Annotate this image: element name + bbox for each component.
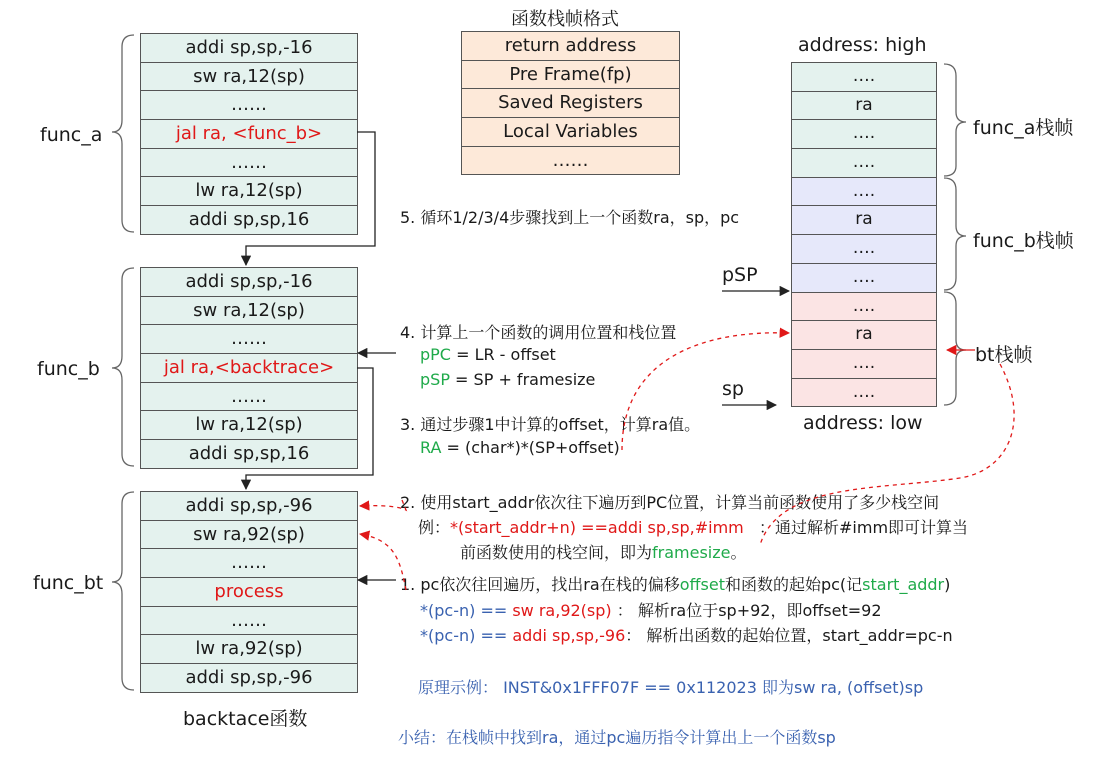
colStk-row: ra <box>792 92 936 121</box>
colA-row: addi sp,sp,16 <box>141 206 357 235</box>
start-addr-term: start_addr <box>862 575 945 594</box>
line2-b: ： 解析ra位于sp+92，即offset=92 <box>611 601 882 620</box>
colStk-row: …. <box>792 350 936 379</box>
ra-to-stack-dashed <box>622 333 789 450</box>
step2-to-addi-dashed <box>360 500 406 510</box>
colA-row: sw ra,12(sp) <box>141 63 357 92</box>
psp-expr: = SP + framesize <box>449 370 596 389</box>
example-end: 。 <box>730 543 747 562</box>
offset-term: offset <box>679 575 725 594</box>
colStk-row: …. <box>792 63 936 92</box>
frame-format-title: 函数栈帧格式 <box>511 9 619 30</box>
ra-var: RA <box>420 438 442 457</box>
func-b-to-func-bt-arrow <box>246 368 373 489</box>
psp-label: pSP <box>722 264 758 286</box>
func-a-frame-brace <box>944 64 966 176</box>
colBT-row: addi sp,sp,-96 <box>141 664 357 693</box>
colStk-row: …. <box>792 178 936 207</box>
line2-red: sw ra,92(sp) <box>512 601 612 620</box>
colStk-row: …. <box>792 293 936 322</box>
bt-frame-to-step2-dashed <box>760 364 1014 545</box>
colB-row: sw ra,12(sp) <box>141 297 357 326</box>
colFmt-row: Pre Frame(fp) <box>462 61 679 90</box>
func-b-brace <box>112 268 134 466</box>
colStk-row: …. <box>792 149 936 178</box>
colFmt-row: Local Variables <box>462 118 679 147</box>
colA-row: jal ra, <func_b> <box>141 120 357 149</box>
step-1-a: 1. pc依次往回遍历，找出ra在栈的偏移 <box>400 575 680 594</box>
colB-row: …… <box>141 383 357 412</box>
colA-row: …… <box>141 149 357 178</box>
bt-frame-label: bt栈帧 <box>975 344 1033 366</box>
example-prefix: 例： <box>418 518 451 537</box>
colA-row: lw ra,12(sp) <box>141 177 357 206</box>
func-bt-label: func_bt <box>33 572 104 594</box>
colBT-row: …… <box>141 549 357 578</box>
colStk-row: …. <box>792 379 936 408</box>
colB-row: addi sp,sp,16 <box>141 440 357 469</box>
example-expr: *(start_addr+n) ==addi sp,sp,#imm <box>450 518 744 537</box>
func-b-label: func_b <box>37 358 100 380</box>
psp-var: pSP <box>420 370 450 389</box>
line3-red: addi sp,sp,-96 <box>512 626 626 645</box>
step-1-b: 和函数的起始pc(记 <box>724 575 863 594</box>
step-4-title: 4. 计算上一个函数的调用位置和栈位置 <box>400 323 677 342</box>
principle-example: 原理示例： INST&0x1FFF07F == 0x112023 即为sw ra, (offset)sp <box>418 678 924 697</box>
framesize-term: framesize <box>652 543 731 562</box>
step-5-text: 5. 循环1/2/3/4步骤找到上一个函数ra，sp，pc <box>400 208 740 227</box>
colBT-row: process <box>141 578 357 607</box>
line2-a: *(pc-n) == <box>420 601 513 620</box>
colFmt-row: return address <box>462 32 679 61</box>
colB-row: addi sp,sp,-16 <box>141 268 357 297</box>
func-a-frame-label: func_a栈帧 <box>973 117 1074 139</box>
step1-to-sw-dashed <box>360 534 406 590</box>
example-line2: 前函数使用的栈空间，即为 <box>460 543 653 562</box>
colBT-row: addi sp,sp,-96 <box>141 492 357 521</box>
bt-frame-brace <box>944 292 966 405</box>
ppc-expr: = LR - offset <box>450 345 556 364</box>
colB-row: jal ra,<backtrace> <box>141 354 357 383</box>
colStk-row: ra <box>792 321 936 350</box>
ra-expr: = (char*)*(SP+offset) <box>441 438 620 457</box>
func-b-frame-label: func_b栈帧 <box>973 230 1074 252</box>
colStk-row: …. <box>792 264 936 293</box>
sp-label: sp <box>722 378 744 400</box>
colFmt-row: …… <box>462 147 679 176</box>
colA-row: addi sp,sp,-16 <box>141 34 357 63</box>
summary: 小结：在栈帧中找到ra，通过pc遍历指令计算出上一个函数sp <box>398 728 836 747</box>
colB-row: lw ra,12(sp) <box>141 411 357 440</box>
func-a-to-func-b-arrow <box>246 132 375 265</box>
step-3-title: 3. 通过步骤1中计算的offset，计算ra值。 <box>400 415 701 434</box>
step-2-title: 2. 使用start_addr依次往下遍历到PC位置，计算当前函数使用了多少栈空间 <box>400 493 940 512</box>
func-a-brace <box>112 35 134 232</box>
func-a-label: func_a <box>40 124 103 146</box>
colBT-row: lw ra,92(sp) <box>141 635 357 664</box>
line3-b: ： 解析出函数的起始位置，start_addr=pc-n <box>625 626 953 645</box>
colBT-row: sw ra,92(sp) <box>141 521 357 550</box>
colStk-row: ra <box>792 206 936 235</box>
colStk-row: …. <box>792 235 936 264</box>
colStk-row: …. <box>792 120 936 149</box>
func-bt-caption: backtace函数 <box>183 708 308 730</box>
colFmt-row: Saved Registers <box>462 89 679 118</box>
example-desc: ：通过解析#imm即可计算当 <box>759 518 969 537</box>
address-high-label: address: high <box>798 34 927 56</box>
colBT-row: …… <box>141 607 357 636</box>
address-low-label: address: low <box>803 412 923 434</box>
func-bt-brace <box>112 492 134 690</box>
colA-row: …… <box>141 91 357 120</box>
line3-a: *(pc-n) == <box>420 626 513 645</box>
ppc-var: pPC <box>420 345 451 364</box>
step-1-c: ) <box>944 575 951 594</box>
colB-row: …… <box>141 325 357 354</box>
func-b-frame-brace <box>944 178 966 290</box>
